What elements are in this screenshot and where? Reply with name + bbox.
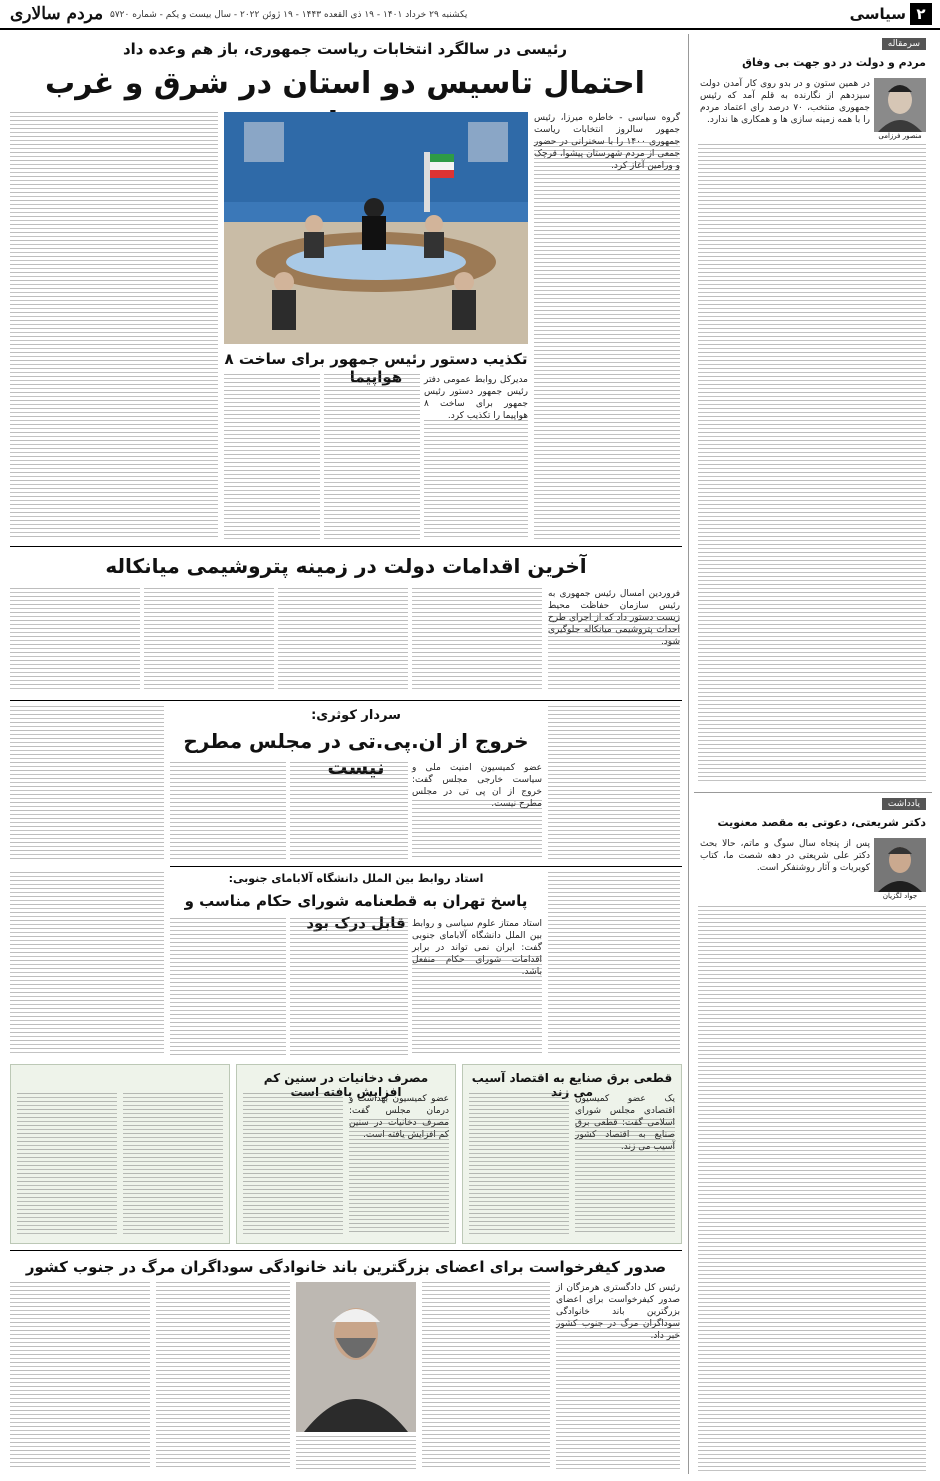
memo-tag: یادداشت: [882, 798, 926, 810]
story2-col-2: [412, 588, 542, 692]
story2-col-3: [278, 588, 408, 692]
lead-headline: احتمال تاسیس دو استان در شرق و غرب: [45, 66, 645, 101]
newspaper-logo: مردم سالاری: [10, 4, 104, 24]
box-tobacco: [236, 1064, 456, 1244]
box-power-cut-lead: یک عضو کمیسیون اقتصادی مجلس شورای اسلامی گفت: قطعی برق صنایع به اقتصاد کشور آسیب می زند.: [575, 1094, 675, 1152]
page-header: [0, 0, 940, 30]
story4-col-3: [170, 918, 286, 1056]
bottom-body-start: رئیس کل دادگستری هرمزگان از صدور کیفرخواست برای اعضای بزرگترین باند خانوادگی سوداگران مرگ در جنوب کشور خبر داد.: [556, 1283, 680, 1341]
box-power-cut-col-1: [575, 1119, 675, 1235]
photo-story-body-start: مدیرکل روابط عمومی دفتر رئیس جمهور دستور رئیس جمهور برای ساخت ۸ هواپیما را تکذیب کرد.: [424, 375, 528, 421]
memo-lead: پس از پنجاه سال سوگ و ماتم، حالا بحث دکتر علی شریعتی در دهه شصت ما، کتاب کویریات و آثار روشنفکر است.: [700, 839, 870, 873]
story2-body-start: فروردین امسال رئیس جمهوری به رئیس سازمان حفاظت محیط زیست دستور داد که از اجرای طرح احداث پتروشیمی میانکاله جلوگیری شود.: [548, 589, 680, 647]
page-number: ۲: [910, 3, 932, 25]
story2-rule: [10, 546, 682, 547]
box-power-cut: [462, 1064, 682, 1244]
box-tobacco-col-2: [243, 1093, 343, 1235]
story4-left-col: [10, 872, 164, 1056]
photo-story-col-2: [324, 374, 420, 540]
memo-author-photo: [874, 838, 926, 892]
photo-story-col-1: [424, 420, 528, 540]
box-third: [10, 1064, 230, 1244]
story4-rule: [170, 866, 682, 867]
bottom-col-2: [422, 1282, 550, 1470]
lead-body-col-3: [10, 112, 218, 540]
story3-col-2: [290, 762, 408, 860]
bottom-photo: [296, 1282, 416, 1432]
story3-headline: خروج از ان.پی.تی در مجلس مطرح نیست: [183, 729, 529, 779]
bottom-col-4: [156, 1282, 290, 1470]
lead-body-col-1: [534, 142, 680, 540]
box-third-col-1: [123, 1093, 223, 1235]
story4-body-start: استاد ممتاز علوم سیاسی و روابط بین الملل دانشگاه آلابامای جنوبی گفت: ایران نمی تواند در برابر اقدامات شورای حکام منفعل باشد.: [412, 919, 542, 977]
section-title: سیاسی: [849, 5, 906, 23]
story4-right-col: [548, 872, 680, 1056]
story2-headline: آخرین اقدامات دولت در زمینه پتروشیمی میانکاله: [105, 554, 587, 578]
memo-title: دکتر شریعتی، دعوتی به مقصد معنویت: [717, 816, 926, 829]
date-line: یکشنبه ۲۹ خرداد ۱۴۰۱ - ۱۹ ذی القعده ۱۴۴۳ - ۱۹ ژوئن ۲۰۲۲ - سال بیست و یکم - شماره ۵۷۲۰: [110, 10, 468, 20]
story2-col-5: [10, 588, 140, 692]
sidebar-divider: [688, 34, 689, 1474]
story3-col-3: [170, 762, 286, 860]
lead-kicker: رئیسی در سالگرد انتخابات ریاست جمهوری، باز هم وعده داد: [122, 40, 568, 58]
story3-kicker: سردار کوثری:: [311, 708, 401, 723]
story4-col-2: [290, 918, 408, 1056]
box-tobacco-col-1: [349, 1119, 449, 1235]
editorial-author: منصور فرزامی: [878, 132, 922, 140]
editorial-author-photo: [874, 78, 926, 132]
box-tobacco-lead: عضو کمیسیون بهداشت و درمان مجلس گفت: مصرف دخانیات در سنین کم افزایش یافته است.: [349, 1094, 449, 1140]
photo-story-col-3: [224, 374, 320, 540]
lead-photo: [224, 112, 528, 344]
story2-col-4: [144, 588, 274, 692]
story4-kicker: استاد روابط بین الملل دانشگاه آلابامای جنوبی:: [228, 872, 484, 885]
sidebar-separator: [694, 792, 932, 793]
editorial-lead: در همین ستون و در بدو روی کار آمدن دولت سیزدهم از نگارنده به قلم آمد که رئیس جمهوری منتخب، ۷۰ درصد رای اعتماد مردم را با همه زمینه سازی ها و همکاری ها ندارد.: [700, 79, 870, 125]
story2-col-1: [548, 612, 680, 692]
editorial-tag: سرمقاله: [882, 38, 926, 50]
story3-body-start: عضو کمیسیون امنیت ملی و سیاست خارجی مجلس گفت: خروج از ان پی تی در مجلس مطرح نیست.: [412, 763, 542, 809]
story3-right-col: [548, 706, 680, 860]
box-power-cut-col-2: [469, 1093, 569, 1235]
bottom-col-1: [556, 1320, 680, 1470]
editorial-title: مردم و دولت در دو جهت بی وفاق: [742, 56, 926, 69]
editorial-body: [698, 144, 926, 784]
box-third-col-2: [17, 1093, 117, 1235]
photo-story-headline: تکذیب دستور رئیس جمهور برای ساخت ۸ هواپیما: [224, 350, 528, 386]
bottom-rule: [10, 1250, 682, 1251]
lead-body-start: گروه سیاسی - خاطره میرزا، رئیس جمهور سالروز انتخابات ریاست جمهوری ۱۴۰۰ را با سخنرانی در حضور جمعی از مردم شهرستان پیشوا، قرچک و ورامین آغاز کرد.: [534, 113, 680, 171]
story3-rule: [10, 700, 682, 701]
memo-author: جواد لگزیان: [882, 892, 918, 900]
memo-body: [698, 906, 926, 1471]
bottom-col-5: [10, 1282, 150, 1470]
bottom-headline: صدور کیفرخواست برای اعضای بزرگترین باند خانوادگی سوداگران مرگ در جنوب کشور: [25, 1258, 667, 1276]
story3-left-col: [10, 706, 164, 860]
story3-col-1: [412, 800, 542, 860]
box-tobacco-title: مصرف دخانیات در سنین کم افزایش یافته است: [263, 1071, 429, 1099]
story4-col-1: [412, 956, 542, 1056]
story4-headline: پاسخ تهران به قطعنامه شورای حکام مناسب و قابل درک بود: [184, 892, 528, 932]
bottom-col-3-tail: [296, 1436, 416, 1470]
box-power-cut-title: قطعی برق صنایع به اقتصاد آسیب می زند: [471, 1071, 673, 1099]
